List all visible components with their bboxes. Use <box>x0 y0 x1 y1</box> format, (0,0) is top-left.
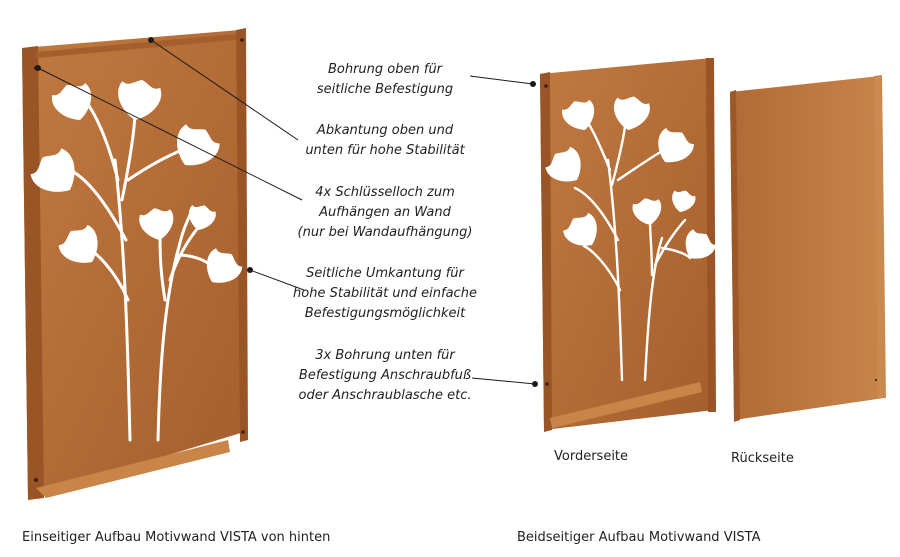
annotation-line: Abkantung oben und <box>316 123 454 138</box>
annotation-line: unten für hohe Stabilität <box>305 143 465 158</box>
annotation-keyholes <box>270 183 500 243</box>
annotation-line: 4x Schlüsselloch zum <box>315 185 455 200</box>
annotation-line: Bohrung oben für <box>327 62 443 77</box>
caption-right: Beidseitiger Aufbau Motivwand VISTA <box>517 530 761 545</box>
annotation-line: 3x Bohrung unten für <box>315 348 455 363</box>
front-panel <box>540 58 719 432</box>
annotation-line: Aufhängen an Wand <box>319 205 451 220</box>
annotation-line: Seitliche Umkantung für <box>306 266 464 281</box>
back-label: Rückseite <box>731 451 794 466</box>
annotation-line: hohe Stabilität und einfache <box>293 286 477 301</box>
annotation-top-hole <box>270 60 500 100</box>
annotation-line: oder Anschraublasche etc. <box>298 388 472 403</box>
front-label: Vorderseite <box>554 449 629 464</box>
back-panel <box>730 75 886 422</box>
annotation-fold <box>270 121 500 161</box>
annotation-bottom-holes <box>270 346 500 406</box>
left-panel <box>22 28 248 500</box>
annotation-line: Befestigungsmöglichkeit <box>304 306 466 321</box>
annotation-line: seitliche Befestigung <box>316 82 454 97</box>
annotation-line: (nur bei Wandaufhängung) <box>297 225 473 240</box>
annotation-side-fold <box>270 264 500 324</box>
caption-left: Einseitiger Aufbau Motivwand VISTA von hinten <box>22 530 331 545</box>
annotation-line: Befestigung Anschraubfuß <box>298 368 472 383</box>
